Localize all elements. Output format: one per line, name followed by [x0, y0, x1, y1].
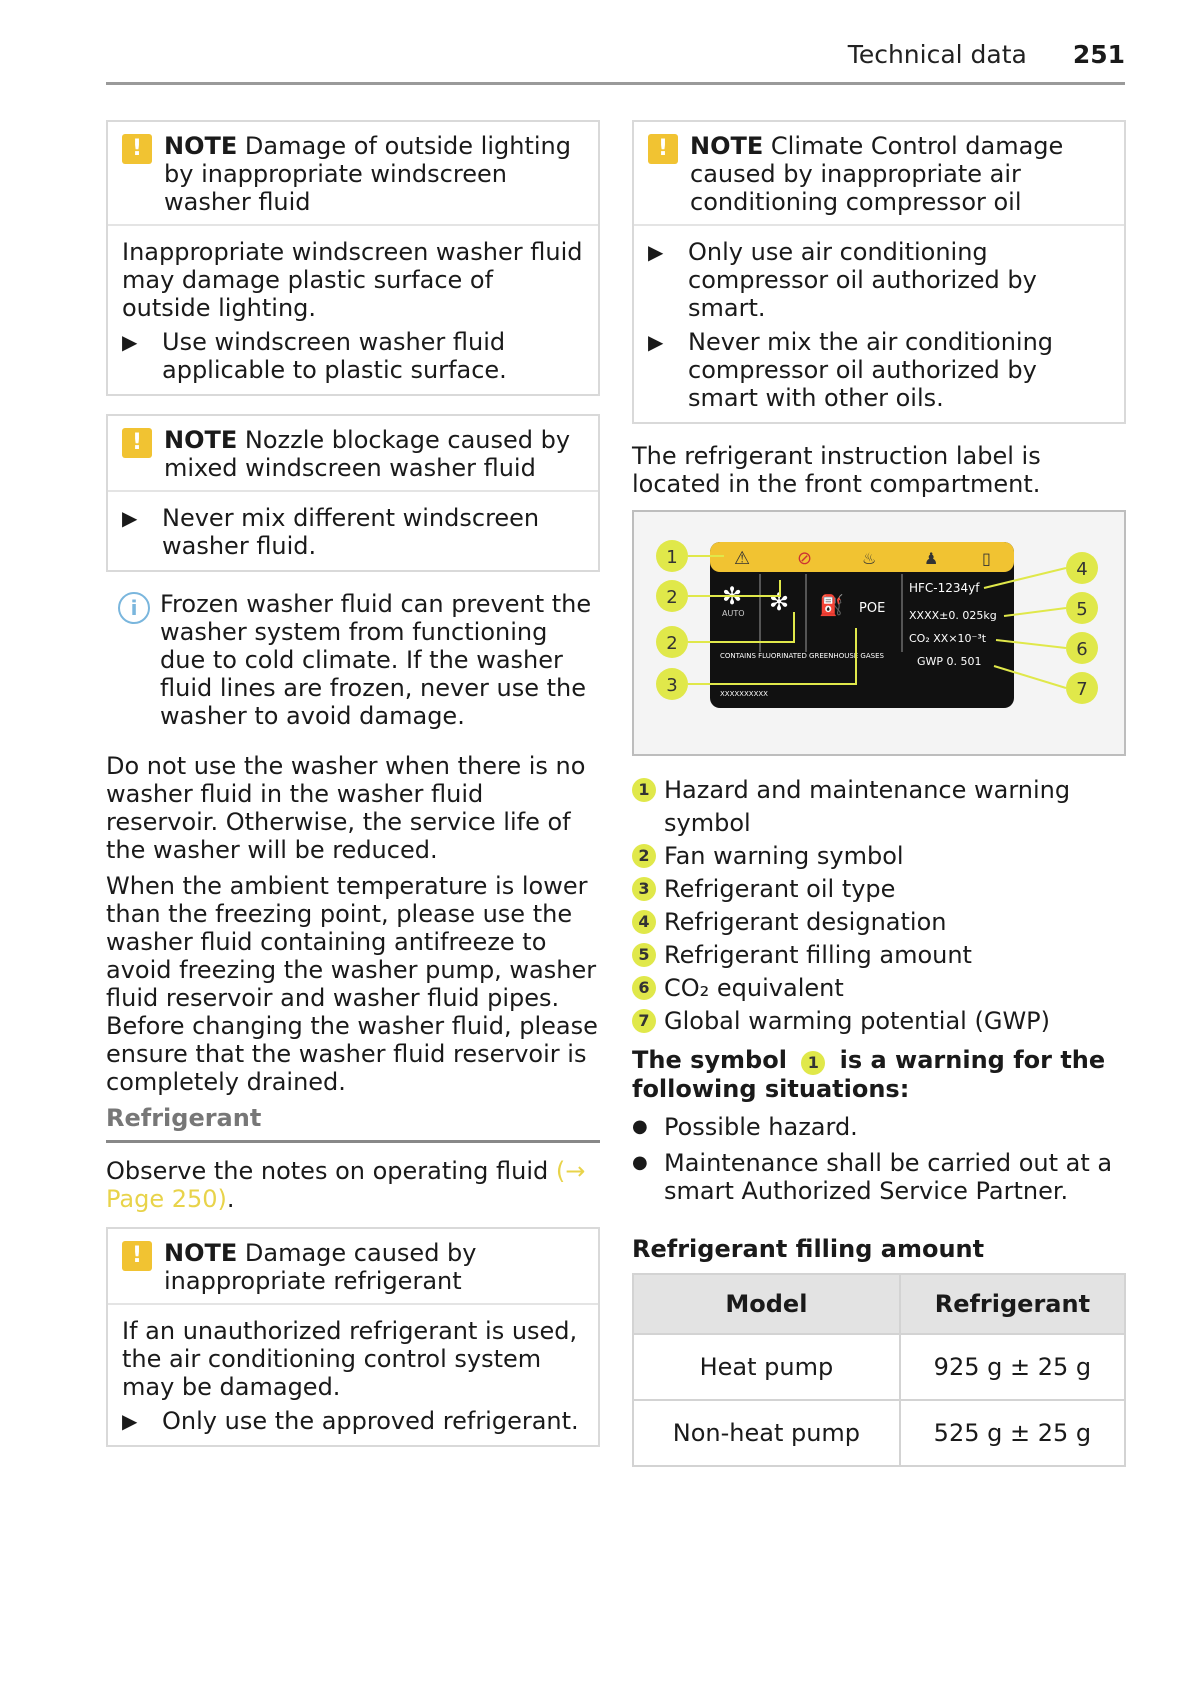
arrow-icon: ▶ — [648, 330, 664, 354]
paragraph-no-fluid: Do not use the washer when there is no washer fluid in the washer fluid reservoir. Otherwise, the service life of the washer will be reduced. — [106, 752, 586, 864]
label-amount: XXXX±0. 025kg — [909, 609, 997, 622]
legend-number: 7 — [632, 1009, 656, 1033]
technician-icon: ♟ — [924, 549, 939, 568]
symbol-heading-b: is a warning for the following situations: — [632, 1046, 1106, 1103]
legend-number: 1 — [632, 778, 656, 802]
legend-item — [632, 972, 1126, 1005]
legend-text: Global warming potential (GWP) — [664, 1007, 1051, 1035]
refrigerant-label-figure — [632, 510, 1126, 756]
legend-item — [632, 873, 1126, 906]
legend-number: 5 — [632, 943, 656, 967]
note-step: Never mix different windscreen washer fluid. — [162, 504, 540, 560]
list-item-text: Maintenance shall be carried out at a smart Authorized Service Partner. — [664, 1149, 1113, 1205]
list-item-text: Possible hazard. — [664, 1113, 858, 1141]
label-gwp: GWP 0. 501 — [917, 655, 982, 668]
table-row — [633, 1334, 1125, 1400]
note-label: NOTE — [164, 1239, 238, 1267]
legend-number: 2 — [632, 844, 656, 868]
symbol-warning-heading — [632, 1046, 1126, 1103]
page-link[interactable]: (→ Page 250) — [106, 1157, 586, 1213]
note-step: Use windscreen washer fluid applicable to plastic surface. — [162, 328, 507, 384]
hazard-icon: ⚠ — [734, 548, 751, 569]
note-body: Inappropriate windscreen washer fluid may damage plastic surface of outside lighting. — [122, 238, 583, 322]
bullet-icon: ● — [632, 1116, 648, 1137]
warning-icon: ! — [122, 428, 152, 458]
paragraph-observe — [106, 1157, 600, 1213]
label-co2: CO₂ XX×10⁻³t — [909, 632, 987, 645]
label-legend — [632, 774, 1126, 1038]
legend-text: Fan warning symbol — [664, 842, 904, 870]
arrow-icon: ▶ — [122, 1409, 138, 1433]
info-text: Frozen washer fluid can prevent the washer system from functioning due to cold climate. If the washer fluid lines are frozen, never use the washer to avoid damage. — [160, 590, 592, 730]
page-header — [106, 40, 1125, 85]
legend-item — [632, 939, 1126, 972]
table-cell: Heat pump — [633, 1334, 900, 1400]
symbol-heading-number: 1 — [801, 1051, 825, 1075]
label-intro: The refrigerant instruction label is located in the front compartment. — [632, 442, 1041, 498]
callout-7-label: 7 — [1076, 679, 1088, 700]
header-title: Technical data — [847, 40, 1027, 69]
paragraph-antifreeze: When the ambient temperature is lower than the freezing point, please use the washer fluid containing antifreeze to avoid freezing the washer pump, washer fluid reservoir and washer fluid pipes. Before changing the washer fluid, please ensure that the washer fluid reservoir is completely drained. — [106, 872, 598, 1096]
label-hfc: HFC-1234yf — [909, 581, 980, 595]
callout-1-label: 1 — [666, 547, 678, 568]
list-item — [632, 1149, 1126, 1205]
fan-auto-icon: ✻ — [722, 582, 743, 610]
note-nozzle-blockage — [106, 414, 600, 572]
callout-2a-label: 2 — [666, 587, 678, 608]
info-frozen-fluid — [106, 590, 600, 730]
note-body: If an unauthorized refrigerant is used, the air conditioning control system may be damaged. — [122, 1317, 578, 1401]
note-step-2: Never mix the air conditioning compressor oil authorized by smart with other oils. — [688, 328, 1054, 412]
callout-5-label: 5 — [1076, 599, 1088, 620]
manual-icon: ▯ — [982, 549, 991, 568]
page-number: 251 — [1072, 40, 1125, 69]
label-contains: CONTAINS FLUORINATED GREENHOUSE GASES — [720, 652, 884, 660]
right-column — [632, 120, 1126, 1467]
observe-text: Observe the notes on operating fluid — [106, 1157, 556, 1185]
warning-icon: ! — [122, 134, 152, 164]
note-title: Nozzle blockage caused by mixed windscreen washer fluid — [164, 426, 571, 482]
callout-4-label: 4 — [1076, 559, 1088, 580]
table-title: Refrigerant filling amount — [632, 1235, 985, 1263]
note-title: Climate Control damage caused by inappropriate air conditioning compressor oil — [690, 132, 1064, 216]
note-label: NOTE — [164, 426, 238, 454]
warning-icon: ! — [122, 1241, 152, 1271]
legend-text: Refrigerant filling amount — [664, 941, 972, 969]
no-fire-icon: ⊘ — [797, 548, 813, 569]
callout-2b-label: 2 — [666, 633, 678, 654]
note-label: NOTE — [164, 132, 238, 160]
oil-can-icon: ⛽ — [819, 593, 844, 617]
refrigerant-label-svg — [634, 512, 1124, 754]
legend-item — [632, 1005, 1126, 1038]
table-cell: 925 g ± 25 g — [900, 1334, 1125, 1400]
warning-icon: ! — [648, 134, 678, 164]
info-icon: i — [118, 592, 150, 624]
legend-number: 6 — [632, 976, 656, 1000]
note-step-1: Only use air conditioning compressor oil authorized by smart. — [688, 238, 1037, 322]
note-title: Damage of outside lighting by inappropriate windscreen washer fluid — [164, 132, 571, 216]
label-auto: AUTO — [722, 609, 745, 618]
legend-text: CO₂ equivalent — [664, 974, 844, 1002]
warning-situations-list — [632, 1113, 1126, 1205]
legend-number: 4 — [632, 910, 656, 934]
column-header-model: Model — [633, 1274, 900, 1334]
arrow-icon: ▶ — [648, 240, 664, 264]
callout-6-label: 6 — [1076, 639, 1088, 660]
legend-item — [632, 774, 1126, 840]
legend-text: Refrigerant designation — [664, 908, 947, 936]
note-title: Damage caused by inappropriate refrigerant — [164, 1239, 477, 1295]
legend-item — [632, 840, 1126, 873]
list-item — [632, 1113, 1126, 1141]
table-cell: 525 g ± 25 g — [900, 1400, 1125, 1466]
legend-number: 3 — [632, 877, 656, 901]
arrow-icon: ▶ — [122, 330, 138, 354]
observe-end: . — [226, 1185, 235, 1213]
legend-text: Hazard and maintenance warning symbol — [664, 776, 1071, 837]
note-step: Only use the approved refrigerant. — [162, 1407, 579, 1435]
note-compressor-oil — [632, 120, 1126, 424]
flame-icon: ♨ — [862, 549, 877, 568]
symbol-heading-a: The symbol — [632, 1046, 787, 1074]
fan-hand-icon: ✻ — [769, 588, 790, 616]
legend-item — [632, 906, 1126, 939]
label-poe: POE — [859, 601, 886, 616]
legend-text: Refrigerant oil type — [664, 875, 896, 903]
note-outside-lighting — [106, 120, 600, 396]
arrow-icon: ▶ — [122, 506, 138, 530]
section-heading-refrigerant: Refrigerant — [106, 1104, 600, 1143]
label-serial: XXXXXXXXXX — [720, 690, 768, 698]
refrigerant-table — [632, 1273, 1126, 1467]
note-label: NOTE — [690, 132, 764, 160]
note-refrigerant — [106, 1227, 600, 1447]
left-column — [106, 120, 600, 1465]
bullet-icon: ● — [632, 1152, 648, 1173]
table-cell: Non-heat pump — [633, 1400, 900, 1466]
callout-3-label: 3 — [666, 675, 678, 696]
table-row — [633, 1400, 1125, 1466]
column-header-refrigerant: Refrigerant — [900, 1274, 1125, 1334]
